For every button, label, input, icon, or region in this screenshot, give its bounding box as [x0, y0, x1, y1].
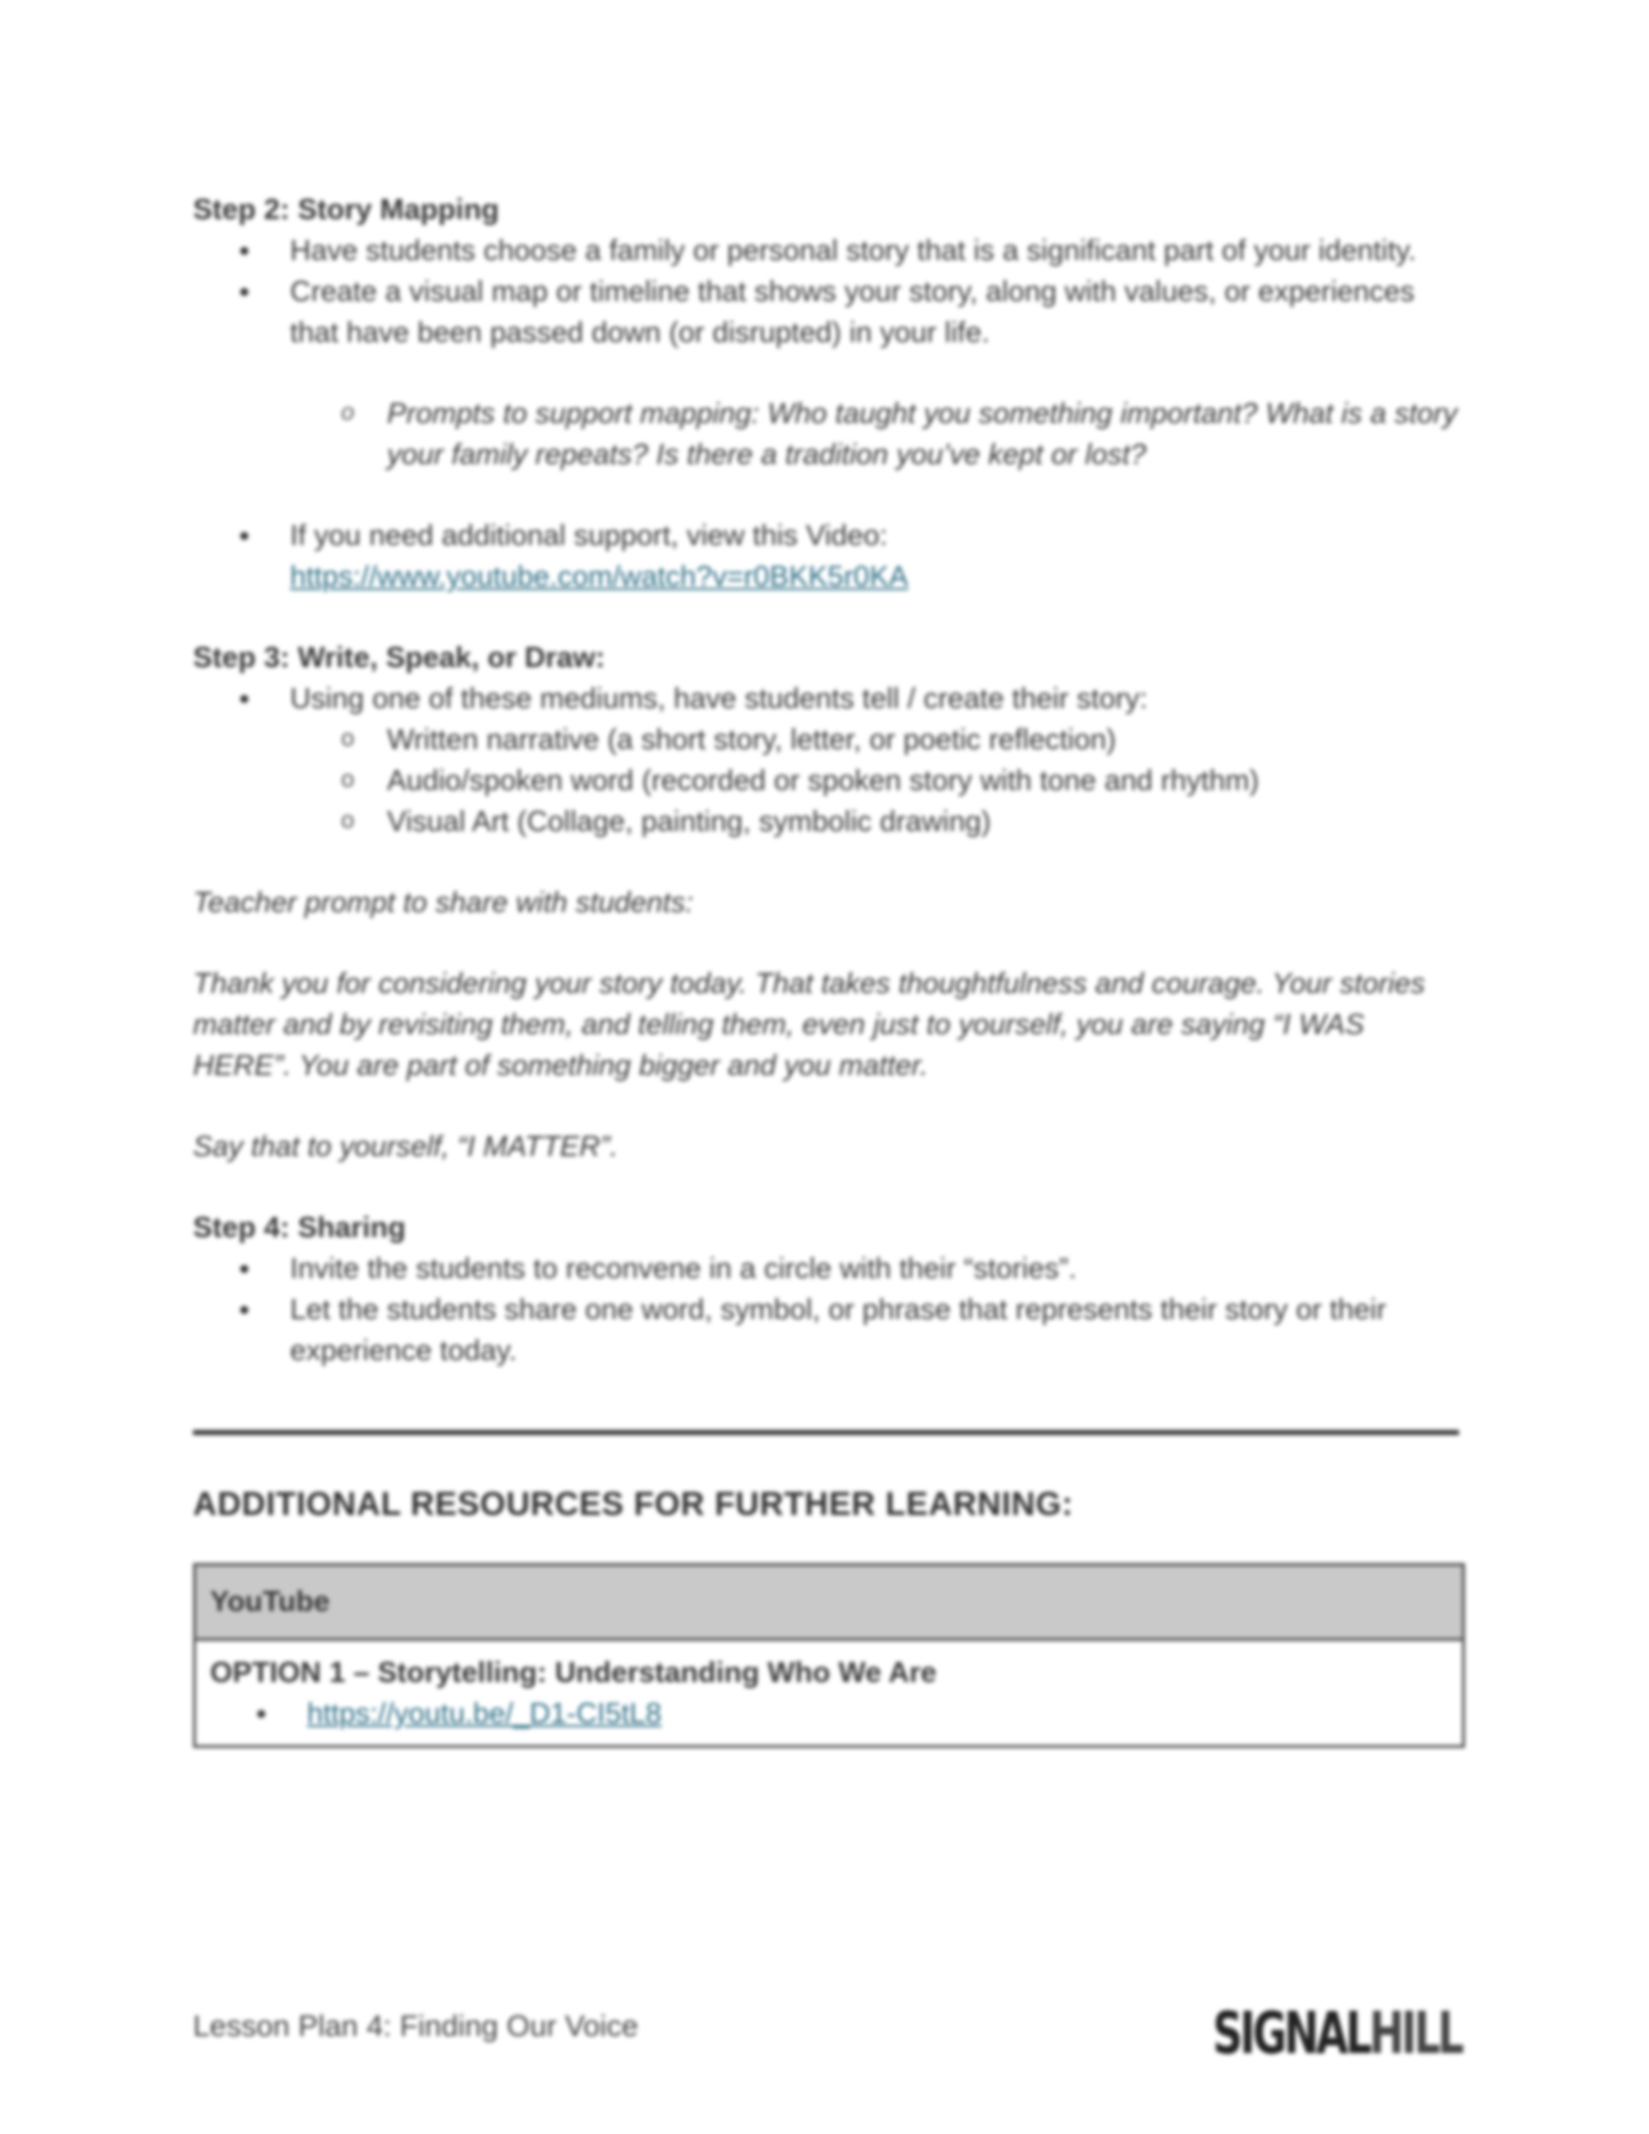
option-list	[210, 1694, 1448, 1735]
footer-text: Lesson Plan 4: Finding Our Voice	[193, 2010, 639, 2043]
teacher-prompt-label: Teacher prompt to share with students:	[193, 887, 694, 919]
signal-hill-logo	[1212, 1998, 1461, 2068]
step4-bullet-2: • Let the students share one word, symbol, or phrase that represents their story or their experience today.	[193, 1290, 1463, 1372]
step2-prompt-text: Prompts to support mapping: Who taught you something important? What is a story your family repeats? Is there a tradition you’ve kept or lost?	[387, 398, 1458, 471]
teacher-prompt: Thank you for considering your story today. That takes thoughtfulness and courage. Your stories matter and by revisiting them, and telling them, even just to yourself, you are saying “I WAS HERE”. You are part of something bigger and you matter.	[193, 968, 1426, 1082]
page-footer	[193, 1998, 1463, 2078]
option-link[interactable]: https://youtu.be/_D1-CI5tL8	[307, 1698, 662, 1730]
section-divider	[193, 1430, 1459, 1435]
step2-prompt	[193, 394, 1463, 476]
video-intro: If you need additional support, view this Video:	[290, 520, 888, 552]
say-that-text: Say that to yourself, “I MATTER”.	[193, 1131, 618, 1163]
option-title: OPTION 1 – Storytelling: Understanding Who We Are	[210, 1657, 937, 1689]
step2-bullet-2-text: Create a visual map or timeline that shows your story, along with values, or experiences that have been passed down (or disrupted) in your life.	[290, 276, 1415, 349]
step2-list	[193, 231, 1463, 598]
step2-sublist	[290, 394, 1463, 476]
step3-bullet-1	[193, 679, 1463, 843]
step3-option-2: o Audio/spoken word (recorded or spoken story with tone and rhythm)	[193, 761, 1463, 802]
step3-bullet-1-text: Using one of these mediums, have students tell / create their story:	[290, 683, 1148, 715]
step4-bullet-1: • Invite the students to reconvene in a circle with their “stories”.	[193, 1249, 1463, 1290]
step2-bullet-3	[193, 516, 1463, 598]
step2-bullet-1: • Have students choose a family or personal story that is a significant part of your identity.	[193, 231, 1463, 272]
step3-title: Step 3: Write, Speak, or Draw:	[193, 642, 606, 674]
logo-signal: SIGNAL	[1212, 1999, 1369, 2067]
table-header: YouTube	[196, 1566, 1462, 1641]
step2-bullet-2	[193, 272, 1463, 516]
resources-title: ADDITIONAL RESOURCES FOR FURTHER LEARNING:	[193, 1485, 1074, 1522]
step3-option-3: o Visual Art (Collage, painting, symbolic drawing)	[193, 802, 1463, 843]
logo-hill: HILL	[1368, 1999, 1461, 2067]
document-page	[193, 190, 1463, 1748]
option-list-item	[210, 1694, 1448, 1735]
video-link[interactable]: https://www.youtube.com/watch?v=r0BKK5r0KA	[290, 561, 909, 593]
step2-title: Step 2: Story Mapping	[193, 194, 500, 226]
step4-title: Step 4: Sharing	[193, 1212, 406, 1244]
table-body	[196, 1641, 1462, 1745]
resources-table	[193, 1563, 1465, 1748]
step4-list	[193, 1249, 1463, 1372]
step3-sublist	[290, 720, 1463, 843]
step3-option-1: o Written narrative (a short story, letter, or poetic reflection)	[193, 720, 1463, 761]
step3-list	[193, 679, 1463, 843]
